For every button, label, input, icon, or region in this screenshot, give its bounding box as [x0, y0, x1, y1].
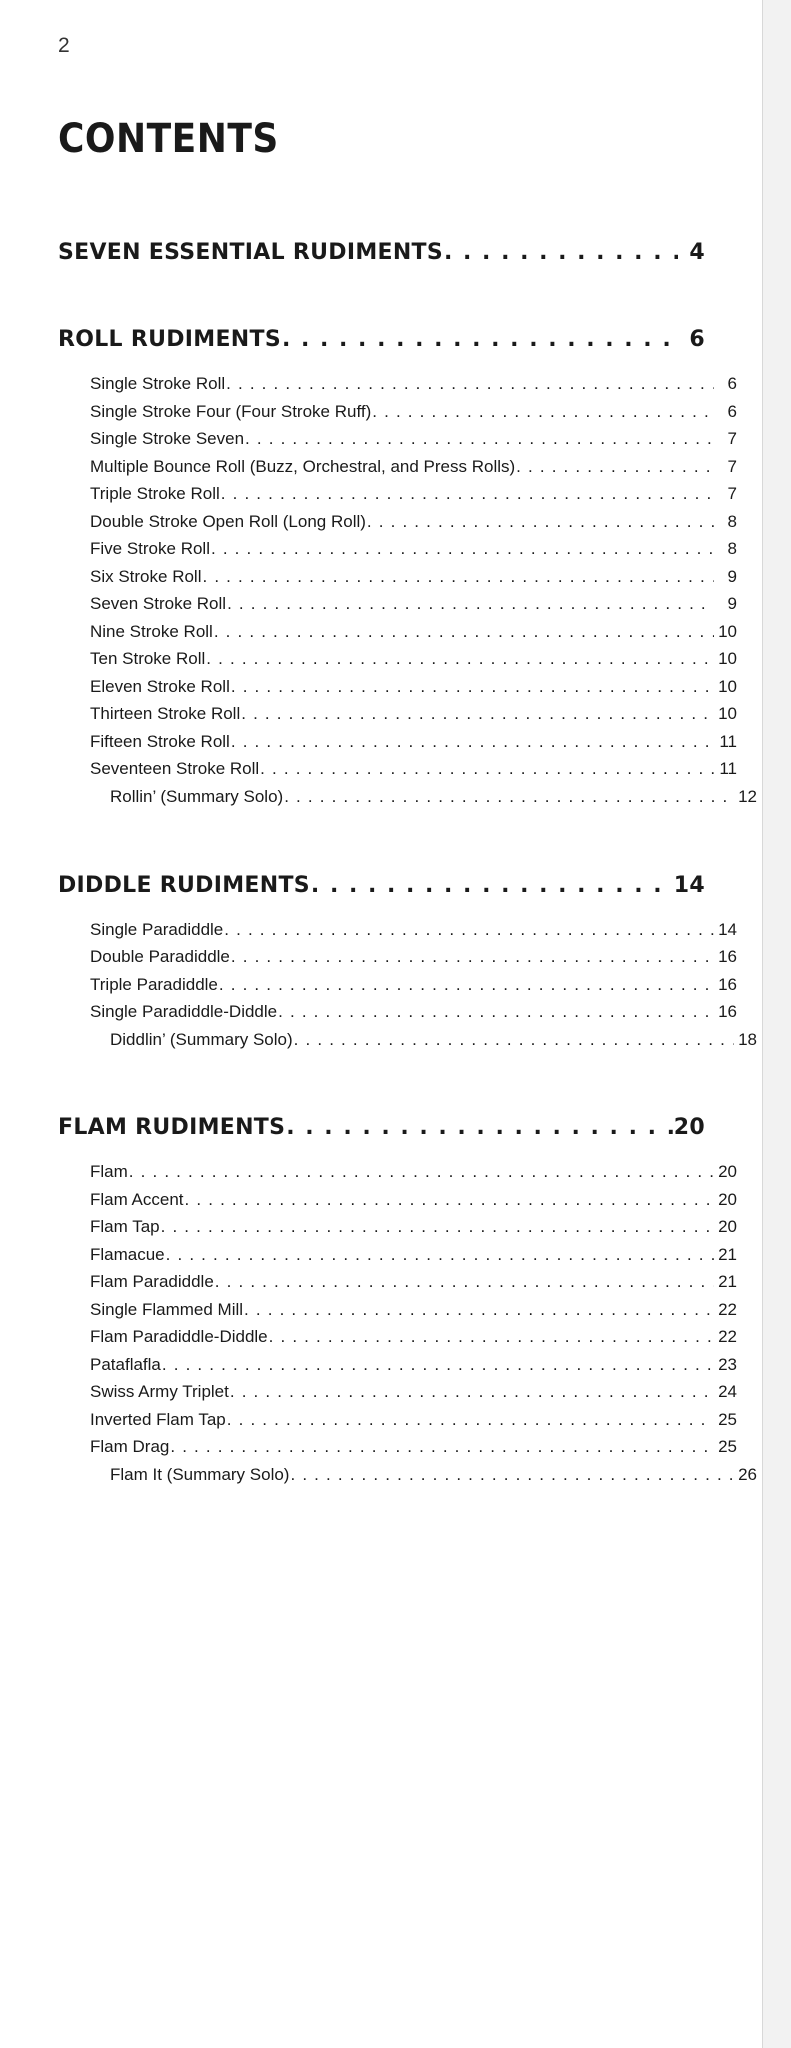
- toc-entry-page: 7: [727, 429, 737, 449]
- toc-entry-label: Flam It (Summary Solo): [110, 1465, 290, 1484]
- toc-section: [58, 327, 757, 811]
- toc-entry-label: Triple Paradiddle: [90, 974, 218, 994]
- dot-leader: [185, 1186, 714, 1214]
- toc-entry-label: Single Paradiddle: [90, 919, 224, 939]
- toc-section: [58, 1115, 757, 1488]
- toc-entry[interactable]: [58, 783, 757, 811]
- dot-leader: [444, 240, 678, 265]
- toc-section-title: SEVEN ESSENTIAL RUDIMENTS: [58, 240, 444, 265]
- toc-entry-label: Six Stroke Roll: [90, 566, 202, 586]
- toc-entry-label: Single Stroke Four (Four Stroke Ruff): [90, 401, 372, 421]
- dot-leader: [219, 971, 714, 999]
- toc-entry-page: 9: [727, 594, 737, 614]
- toc-entry-page: 6: [727, 374, 737, 393]
- dot-leader: [231, 673, 714, 701]
- dot-leader: [166, 1241, 714, 1269]
- toc-section-page: 6: [689, 327, 705, 352]
- dot-leader: [221, 480, 714, 508]
- toc-entry-label: Flam Paradiddle-Diddle: [90, 1327, 268, 1347]
- toc-entry-page: 7: [727, 484, 737, 504]
- toc-entry-page: 8: [727, 511, 737, 531]
- toc-entry-page: 10: [718, 676, 737, 696]
- dot-leader: [286, 1115, 673, 1140]
- dot-leader: [290, 1461, 734, 1489]
- toc-entry-label: Five Stroke Roll: [90, 539, 210, 559]
- toc-section: [58, 872, 757, 1054]
- toc-entry-page: 25: [718, 1437, 737, 1457]
- toc-entry[interactable]: [58, 728, 737, 756]
- dot-leader: [241, 700, 714, 728]
- toc-entry[interactable]: [58, 916, 737, 944]
- toc-entry-label: Thirteen Stroke Roll: [90, 704, 241, 724]
- toc-entry-page: 22: [718, 1299, 737, 1319]
- toc-entry[interactable]: [58, 998, 737, 1026]
- toc-entry[interactable]: [58, 943, 737, 971]
- toc-entry-page: 11: [719, 759, 737, 779]
- toc-entry-page: 9: [727, 566, 737, 586]
- toc-entry[interactable]: [58, 590, 737, 618]
- toc-entry-page: 16: [718, 974, 737, 994]
- toc-entry-page: 25: [718, 1409, 737, 1429]
- dot-leader: [231, 728, 714, 756]
- toc-entry-label: Flam: [90, 1162, 128, 1182]
- toc-entry-page: 8: [727, 539, 737, 559]
- toc-entry-page: 21: [718, 1244, 737, 1264]
- toc-entry-label: Pataflafla: [90, 1354, 161, 1374]
- toc-entry-label: Fifteen Stroke Roll: [90, 731, 230, 751]
- dot-leader: [211, 535, 714, 563]
- toc-entry-page: 18: [738, 1029, 757, 1049]
- toc-entry[interactable]: [58, 1433, 737, 1461]
- dot-leader: [245, 425, 714, 453]
- toc-entry-label: Flam Drag: [90, 1437, 170, 1457]
- toc-entry[interactable]: [58, 563, 737, 591]
- toc-entry-page: 6: [727, 401, 737, 421]
- dot-leader: [278, 998, 714, 1026]
- dot-leader: [284, 783, 734, 811]
- dot-leader: [224, 916, 714, 944]
- toc-entry-label: Single Stroke Seven: [90, 429, 245, 449]
- toc-entry-page: 20: [718, 1162, 737, 1182]
- dot-leader: [170, 1433, 714, 1461]
- dot-leader: [215, 1268, 714, 1296]
- toc-entry[interactable]: [58, 1378, 737, 1406]
- page-edge-shadow: [762, 0, 791, 2048]
- toc-entry[interactable]: [58, 755, 737, 783]
- toc-entry-page: 24: [718, 1382, 737, 1402]
- toc-entry-page: 10: [718, 704, 737, 724]
- toc-entry[interactable]: [58, 1158, 737, 1186]
- dot-leader: [206, 645, 714, 673]
- toc-entry-label: Single Paradiddle-Diddle: [90, 1002, 278, 1022]
- toc-entry[interactable]: [58, 1213, 737, 1241]
- toc-section-heading[interactable]: [58, 1115, 705, 1140]
- toc-entry[interactable]: [58, 1461, 757, 1489]
- toc-entry-label: Single Stroke Roll: [90, 374, 226, 393]
- toc-entry-label: Flam Paradiddle: [90, 1272, 214, 1292]
- table-of-contents: [58, 240, 757, 1489]
- toc-entry-label: Flamacue: [90, 1244, 165, 1264]
- toc-section-heading[interactable]: [58, 327, 705, 352]
- toc-entry-page: 10: [718, 621, 737, 641]
- toc-entry-label: Double Paradiddle: [90, 947, 230, 967]
- toc-entry[interactable]: [58, 673, 737, 701]
- dot-leader: [214, 618, 714, 646]
- page-title: CONTENTS: [58, 116, 279, 162]
- toc-entry-page: 20: [718, 1189, 737, 1209]
- dot-leader: [227, 590, 714, 618]
- toc-entry-page: 16: [718, 947, 737, 967]
- page-number-folio: 2: [58, 34, 70, 57]
- dot-leader: [282, 327, 678, 352]
- toc-entry[interactable]: [58, 1351, 737, 1379]
- toc-section-heading[interactable]: [58, 873, 705, 898]
- toc-entry-label: Multiple Bounce Roll (Buzz, Orchestral, and Press Rolls): [90, 456, 516, 476]
- toc-entry[interactable]: [58, 1323, 737, 1351]
- toc-entry[interactable]: [58, 535, 737, 563]
- dot-leader: [516, 453, 714, 481]
- toc-entry-label: Rollin’ (Summary Solo): [110, 786, 284, 806]
- toc-entry[interactable]: [58, 700, 737, 728]
- toc-section-page: 4: [689, 240, 705, 265]
- toc-entry-page: 7: [727, 456, 737, 476]
- toc-entry[interactable]: [58, 453, 737, 481]
- toc-entry[interactable]: [58, 398, 737, 426]
- dot-leader: [311, 873, 673, 898]
- toc-entry[interactable]: [58, 425, 737, 453]
- dot-leader: [269, 1323, 714, 1351]
- toc-section-heading[interactable]: [58, 240, 705, 265]
- toc-entry[interactable]: [58, 1241, 737, 1269]
- dot-leader: [162, 1351, 714, 1379]
- toc-entry-label: Nine Stroke Roll: [90, 621, 213, 641]
- toc-entry[interactable]: [58, 370, 737, 398]
- toc-entry-label: Triple Stroke Roll: [90, 484, 220, 504]
- toc-entry[interactable]: [58, 618, 737, 646]
- toc-entry-page: 21: [718, 1272, 737, 1292]
- toc-entry-label: Inverted Flam Tap: [90, 1409, 226, 1429]
- dot-leader: [230, 1378, 714, 1406]
- dot-leader: [244, 1296, 714, 1324]
- dot-leader: [294, 1026, 734, 1054]
- toc-section-page: 14: [673, 872, 705, 898]
- toc-section-page: 20: [673, 1115, 705, 1141]
- toc-entry-page: 10: [718, 649, 737, 669]
- toc-entry-page: 14: [718, 919, 737, 939]
- toc-entry[interactable]: [58, 1026, 757, 1054]
- toc-entry-label: Double Stroke Open Roll (Long Roll): [90, 511, 366, 531]
- toc-entry-label: Swiss Army Triplet: [90, 1382, 229, 1402]
- dot-leader: [260, 755, 714, 783]
- toc-section-title: DIDDLE RUDIMENTS: [58, 872, 310, 898]
- toc-entry-page: 16: [718, 1002, 737, 1022]
- toc-entry-label: Seventeen Stroke Roll: [90, 759, 260, 779]
- toc-entry-page: 22: [718, 1327, 737, 1347]
- dot-leader: [231, 943, 714, 971]
- dot-leader: [161, 1213, 714, 1241]
- toc-entry[interactable]: [58, 508, 737, 536]
- toc-entry-page: 11: [719, 731, 737, 751]
- dot-leader: [226, 370, 714, 398]
- toc-entry-page: 26: [738, 1465, 757, 1484]
- dot-leader: [202, 563, 714, 591]
- toc-entry[interactable]: [58, 1406, 737, 1434]
- toc-section-title: FLAM RUDIMENTS: [58, 1115, 286, 1141]
- toc-entry[interactable]: [58, 1186, 737, 1214]
- toc-section: [58, 240, 705, 265]
- toc-entry-label: Eleven Stroke Roll: [90, 676, 230, 696]
- toc-entry[interactable]: [58, 480, 737, 508]
- toc-entry-page: 23: [718, 1354, 737, 1374]
- toc-entry-label: Single Flammed Mill: [90, 1299, 244, 1319]
- toc-section-title: ROLL RUDIMENTS: [58, 327, 281, 352]
- toc-entry-page: 20: [718, 1217, 737, 1237]
- toc-entry-label: Flam Tap: [90, 1217, 160, 1237]
- toc-entry[interactable]: [58, 1268, 737, 1296]
- toc-entry-label: Seven Stroke Roll: [90, 594, 227, 614]
- toc-entry-label: Ten Stroke Roll: [90, 649, 206, 669]
- toc-entry-page: 12: [738, 786, 757, 806]
- toc-entry[interactable]: [58, 971, 737, 999]
- dot-leader: [129, 1158, 714, 1186]
- toc-entry[interactable]: [58, 1296, 737, 1324]
- toc-entry-label: Flam Accent: [90, 1189, 184, 1209]
- dot-leader: [227, 1406, 714, 1434]
- dot-leader: [372, 398, 714, 426]
- dot-leader: [367, 508, 714, 536]
- toc-entry[interactable]: [58, 645, 737, 673]
- toc-entry-label: Diddlin’ (Summary Solo): [110, 1029, 293, 1049]
